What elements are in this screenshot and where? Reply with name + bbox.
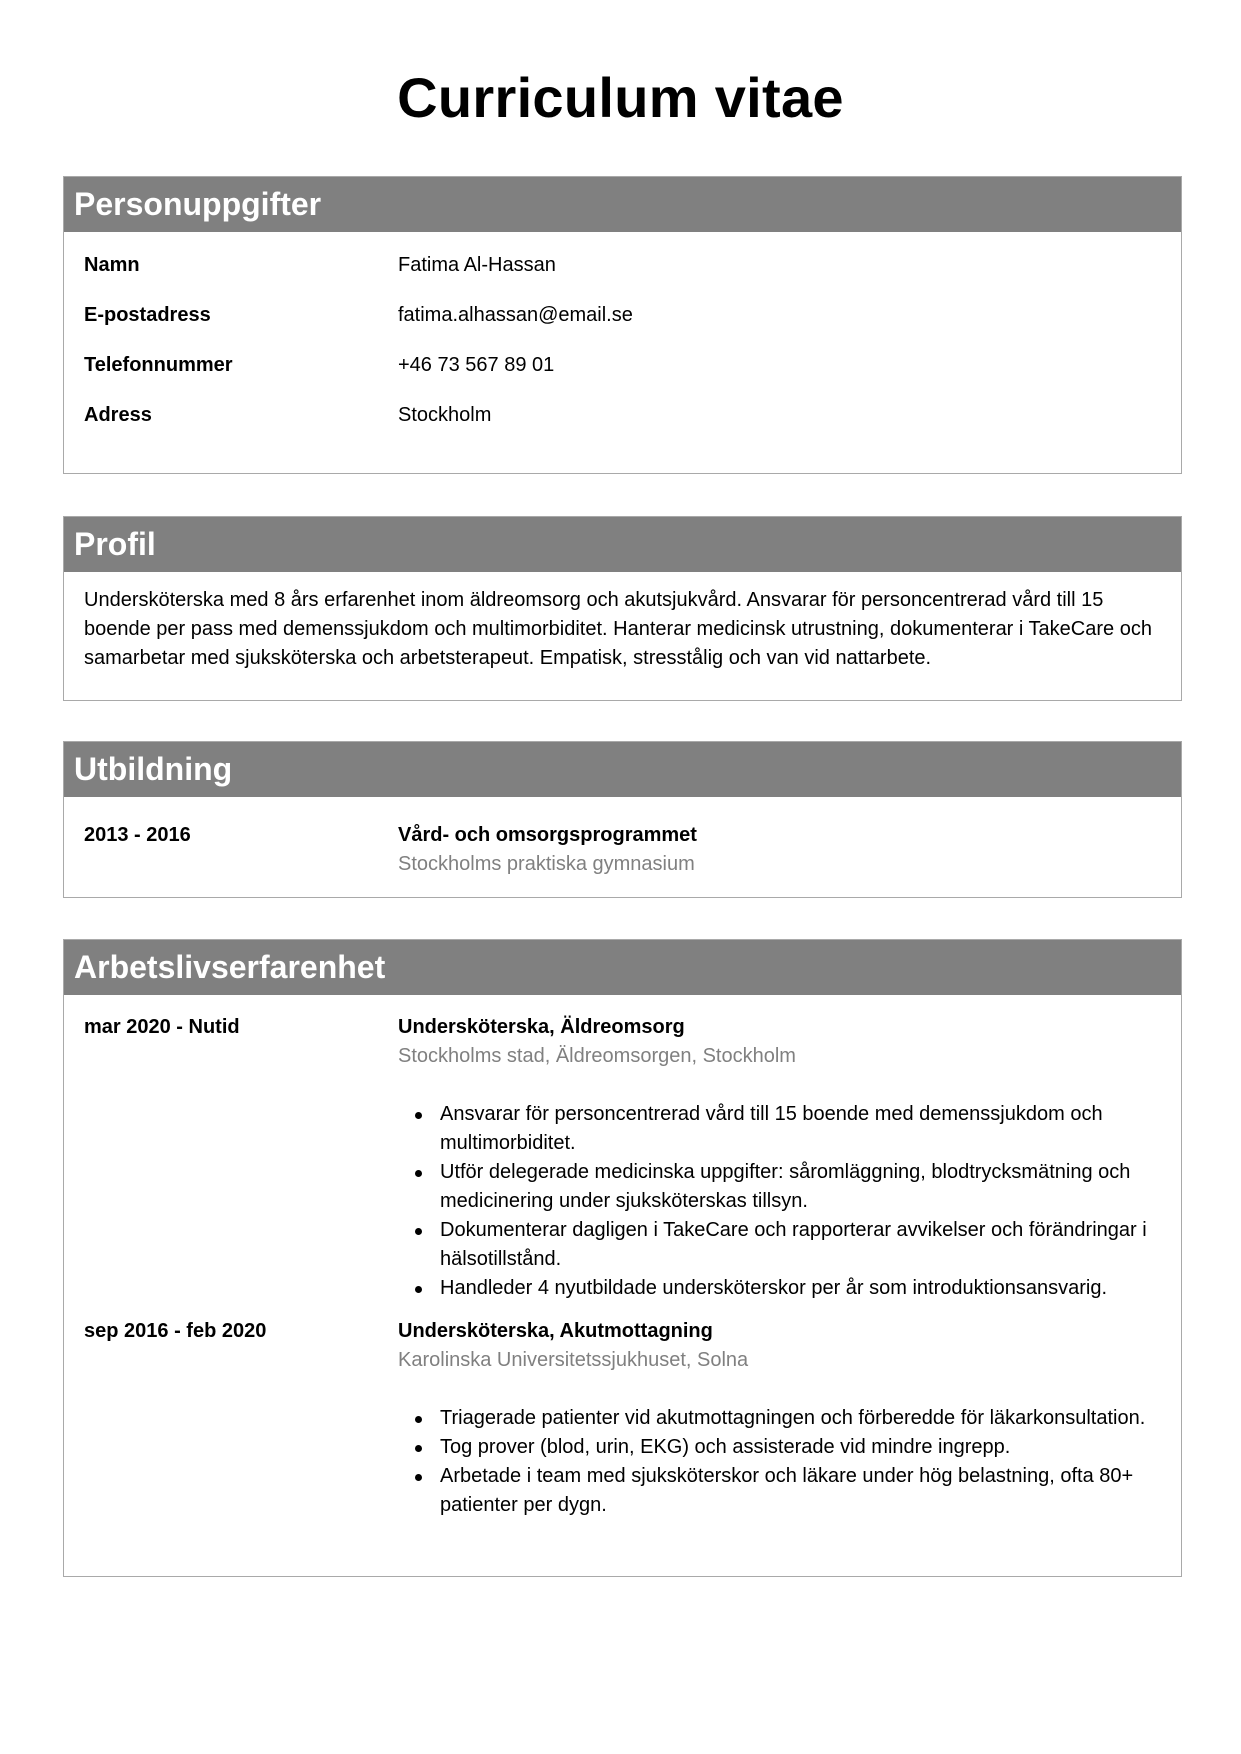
job-bullet: Arbetade i team med sjuksköterskor och läkare under hög belastning, ofta 80+ patienter per dygn. (398, 1462, 1160, 1520)
label-name: Namn (84, 254, 140, 276)
section-personal-info (63, 176, 1182, 474)
personal-row-phone (84, 354, 1161, 404)
job-title: Undersköterska, Akutmottagning (398, 1320, 713, 1342)
section-header-profile: Profil (64, 517, 1181, 572)
personal-row-address (84, 404, 1161, 454)
personal-row-name (84, 254, 1161, 304)
education-school: Stockholms praktiska gymnasium (398, 853, 695, 875)
section-work-experience (63, 939, 1182, 1577)
section-header-personal: Personuppgifter (64, 177, 1181, 232)
job-bullet: Handleder 4 nyutbildade undersköterskor per år som introduktionsansvarig. (398, 1274, 1160, 1303)
value-email: fatima.alhassan@email.se (398, 304, 633, 326)
education-period: 2013 - 2016 (84, 824, 191, 846)
job-bullet: Ansvarar för personcentrerad vård till 15 boende med demenssjukdom och multimorbiditet. (398, 1100, 1160, 1158)
job-bullet: Tog prover (blod, urin, EKG) och assisterade vid mindre ingrepp. (398, 1433, 1160, 1462)
education-title: Vård- och omsorgsprogrammet (398, 824, 697, 846)
job-employer: Karolinska Universitetssjukhuset, Solna (398, 1349, 749, 1371)
job-bullet-list (398, 1404, 1160, 1520)
label-address: Adress (84, 404, 152, 426)
value-address: Stockholm (398, 404, 492, 426)
job-bullet: Dokumenterar dagligen i TakeCare och rapporterar avvikelser och förändringar i hälsotillstånd. (398, 1216, 1160, 1274)
label-phone: Telefonnummer (84, 354, 233, 376)
job-period: mar 2020 - Nutid (84, 1016, 240, 1038)
job-title: Undersköterska, Äldreomsorg (398, 1016, 685, 1038)
job-bullet: Triagerade patienter vid akutmottagningen och förberedde för läkarkonsultation. (398, 1404, 1160, 1433)
job-bullet: Utför delegerade medicinska uppgifter: såromläggning, blodtrycksmätning och medicinering under sjuksköterskas tillsyn. (398, 1158, 1160, 1216)
job-entry (84, 1013, 1161, 1303)
section-header-work: Arbetslivserfarenhet (64, 940, 1181, 995)
job-period: sep 2016 - feb 2020 (84, 1320, 267, 1342)
job-employer: Stockholms stad, Äldreomsorgen, Stockholm (398, 1045, 796, 1067)
section-header-education: Utbildning (64, 742, 1181, 797)
education-entry (84, 821, 1161, 879)
job-bullet-list (398, 1100, 1160, 1303)
section-education (63, 741, 1182, 898)
profile-text: Undersköterska med 8 års erfarenhet inom äldreomsorg och akutsjukvård. Ansvarar för personcentrerad vård till 15 boende per pass med demenssjukdom och multimorbiditet. Hanterar medicinsk utrustning, dokumenterar i TakeCare och samarbetar med sjuksköterska och arbetsterapeut. Empatisk, stresstålig och van vid nattarbete. (84, 589, 1152, 669)
personal-row-email (84, 304, 1161, 354)
document-title: Curriculum vitae (397, 66, 844, 129)
value-name: Fatima Al-Hassan (398, 254, 556, 276)
value-phone: +46 73 567 89 01 (398, 354, 555, 376)
job-entry (84, 1317, 1161, 1520)
label-email: E-postadress (84, 304, 211, 326)
section-profile (63, 516, 1182, 701)
